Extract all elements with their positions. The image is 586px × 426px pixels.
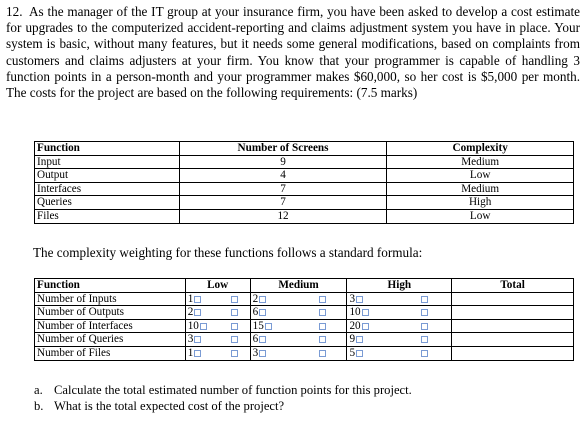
high-weight-value: 9 xyxy=(349,333,356,346)
table-row xyxy=(35,333,574,347)
complexity-cell: Low xyxy=(387,169,574,183)
total-cell[interactable] xyxy=(452,319,574,333)
high-count-cell xyxy=(396,306,452,320)
function-cell: Number of Outputs xyxy=(35,306,186,320)
high-weight-field[interactable] xyxy=(362,309,369,316)
high-weight-cell xyxy=(347,319,396,333)
table-row xyxy=(35,182,574,196)
low-weight-field[interactable] xyxy=(194,336,201,343)
low-count-field[interactable] xyxy=(231,336,238,343)
question-12 xyxy=(6,4,580,101)
low-count-cell xyxy=(218,333,250,347)
low-weight-field[interactable] xyxy=(194,350,201,357)
requirements-header-row xyxy=(35,142,574,156)
medium-count-field[interactable] xyxy=(319,323,326,330)
function-cell: Queries xyxy=(35,196,180,210)
low-count-field[interactable] xyxy=(231,296,238,303)
medium-count-field[interactable] xyxy=(319,309,326,316)
screens-cell: 9 xyxy=(179,155,387,169)
medium-weight-field[interactable] xyxy=(259,309,266,316)
low-weight-field[interactable] xyxy=(194,309,201,316)
screens-cell: 7 xyxy=(179,182,387,196)
medium-weight-field[interactable] xyxy=(265,323,272,330)
medium-weight-cell xyxy=(250,319,297,333)
low-weight-value: 2 xyxy=(187,306,194,319)
function-cell: Number of Queries xyxy=(35,333,186,347)
medium-count-cell xyxy=(297,306,347,320)
low-count-field[interactable] xyxy=(231,323,238,330)
total-cell[interactable] xyxy=(452,292,574,306)
high-weight-field[interactable] xyxy=(356,350,363,357)
table-row xyxy=(35,306,574,320)
high-count-field[interactable] xyxy=(421,296,428,303)
sub-questions xyxy=(34,383,412,414)
screens-cell: 7 xyxy=(179,196,387,210)
complexity-cell: Medium xyxy=(387,155,574,169)
high-count-field[interactable] xyxy=(421,336,428,343)
medium-count-cell xyxy=(297,333,347,347)
high-weight-value: 5 xyxy=(349,346,356,359)
table-row xyxy=(35,196,574,210)
low-weight-cell xyxy=(185,292,218,306)
medium-count-cell xyxy=(297,319,347,333)
header-medium: Medium xyxy=(250,279,347,293)
question-number: 12. xyxy=(6,4,23,19)
header-function: Function xyxy=(35,279,186,293)
medium-weight-cell xyxy=(250,346,297,360)
medium-weight-value: 3 xyxy=(252,346,259,359)
weighting-table xyxy=(34,278,574,361)
medium-count-field[interactable] xyxy=(319,296,326,303)
sub-question-label: a. xyxy=(34,383,43,397)
medium-count-cell xyxy=(297,346,347,360)
low-weight-value: 10 xyxy=(187,319,199,332)
low-weight-value: 1 xyxy=(187,292,194,305)
total-cell[interactable] xyxy=(452,333,574,347)
table-row xyxy=(35,209,574,223)
function-cell: Number of Files xyxy=(35,346,186,360)
question-text: As the manager of the IT group at your insurance firm, you have been asked to develop a cost estimate for upgrades to the computerized accident-reporting and claims adjustment system you have in place. Your system is basic, without many features, but it needs some general modifications, based on complaints from customers and claims adjusters at your firm. You know that your programmer is capable of handling 3 function points in a person-month and your programmer makes $60,000, so her cost is $5,000 per month. The costs for the project are based on the following requirements: (7.5 marks) xyxy=(6,4,580,101)
complexity-cell: Medium xyxy=(387,182,574,196)
medium-weight-value: 2 xyxy=(252,292,259,305)
low-count-cell xyxy=(218,346,250,360)
low-weight-value: 3 xyxy=(187,333,194,346)
medium-weight-cell xyxy=(250,306,297,320)
high-weight-field[interactable] xyxy=(362,323,369,330)
total-cell[interactable] xyxy=(452,306,574,320)
high-weight-cell xyxy=(347,346,396,360)
complexity-cell: High xyxy=(387,196,574,210)
low-weight-value: 1 xyxy=(187,346,194,359)
header-low: Low xyxy=(185,279,250,293)
complexity-cell: Low xyxy=(387,209,574,223)
function-cell: Files xyxy=(35,209,180,223)
medium-weight-field[interactable] xyxy=(259,336,266,343)
function-cell: Output xyxy=(35,169,180,183)
medium-count-cell xyxy=(297,292,347,306)
medium-weight-cell xyxy=(250,292,297,306)
screens-cell: 4 xyxy=(179,169,387,183)
high-count-cell xyxy=(396,333,452,347)
medium-weight-value: 15 xyxy=(252,319,264,332)
weighting-header-row xyxy=(35,279,574,293)
screens-cell: 12 xyxy=(179,209,387,223)
total-cell[interactable] xyxy=(452,346,574,360)
header-function: Function xyxy=(35,142,180,156)
header-complexity: Complexity xyxy=(387,142,574,156)
sub-question-text: What is the total expected cost of the project? xyxy=(54,398,285,413)
table-row xyxy=(35,319,574,333)
high-count-field[interactable] xyxy=(421,350,428,357)
high-weight-cell xyxy=(347,333,396,347)
medium-weight-value: 6 xyxy=(252,333,259,346)
high-weight-value: 20 xyxy=(349,319,361,332)
low-count-cell xyxy=(218,292,250,306)
sub-question-text: Calculate the total estimated number of function points for this project. xyxy=(54,383,412,397)
medium-weight-field[interactable] xyxy=(259,296,266,303)
high-count-field[interactable] xyxy=(421,323,428,330)
medium-weight-value: 6 xyxy=(252,306,259,319)
medium-count-field[interactable] xyxy=(319,336,326,343)
high-count-cell xyxy=(396,346,452,360)
table-row xyxy=(35,155,574,169)
low-weight-cell xyxy=(185,319,218,333)
header-high: High xyxy=(347,279,452,293)
high-weight-value: 3 xyxy=(349,292,356,305)
high-weight-field[interactable] xyxy=(356,296,363,303)
function-cell: Interfaces xyxy=(35,182,180,196)
low-count-field[interactable] xyxy=(231,309,238,316)
low-weight-cell xyxy=(185,306,218,320)
low-count-field[interactable] xyxy=(231,350,238,357)
high-weight-value: 10 xyxy=(349,306,361,319)
table-row xyxy=(35,346,574,360)
sub-question-label: b. xyxy=(34,398,44,413)
high-weight-cell xyxy=(347,306,396,320)
function-cell: Number of Inputs xyxy=(35,292,186,306)
high-weight-field[interactable] xyxy=(356,336,363,343)
medium-weight-field[interactable] xyxy=(259,350,266,357)
header-total: Total xyxy=(452,279,574,293)
table-row xyxy=(35,292,574,306)
header-number-of-screens: Number of Screens xyxy=(179,142,387,156)
high-weight-cell xyxy=(347,292,396,306)
weighting-intro: The complexity weighting for these functions follows a standard formula: xyxy=(33,245,423,260)
low-weight-cell xyxy=(185,333,218,347)
low-weight-field[interactable] xyxy=(200,323,207,330)
low-weight-cell xyxy=(185,346,218,360)
function-cell: Number of Interfaces xyxy=(35,319,186,333)
sub-question-a xyxy=(34,383,412,399)
requirements-table xyxy=(34,141,574,224)
low-count-cell xyxy=(218,306,250,320)
sub-question-b xyxy=(34,399,412,415)
medium-count-field[interactable] xyxy=(319,350,326,357)
medium-weight-cell xyxy=(250,333,297,347)
high-count-cell xyxy=(396,319,452,333)
high-count-cell xyxy=(396,292,452,306)
low-weight-field[interactable] xyxy=(194,296,201,303)
low-count-cell xyxy=(218,319,250,333)
table-row xyxy=(35,169,574,183)
high-count-field[interactable] xyxy=(421,309,428,316)
function-cell: Input xyxy=(35,155,180,169)
